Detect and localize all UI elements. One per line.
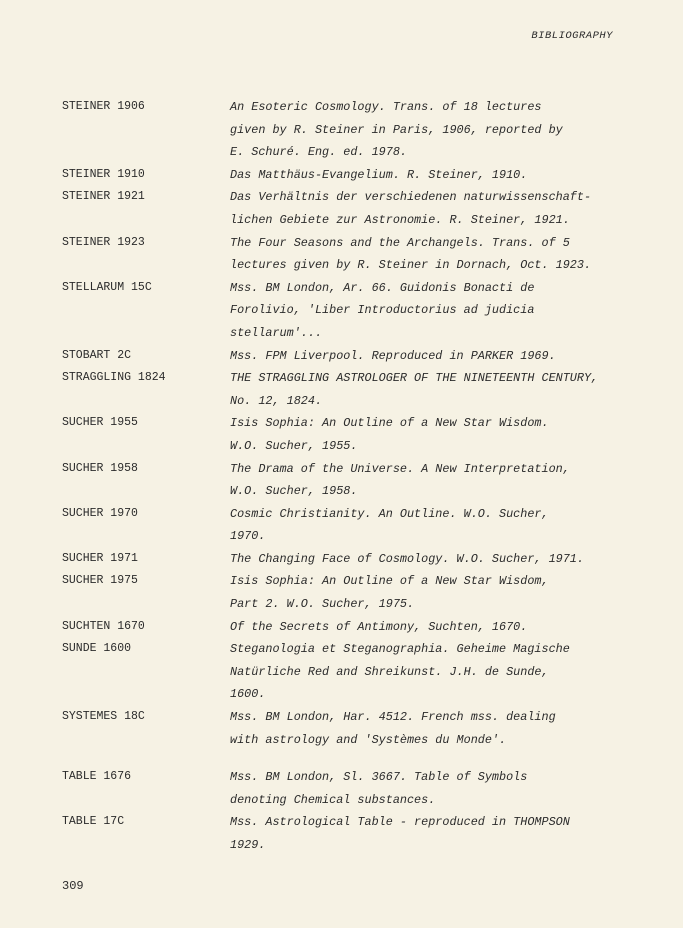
entry-description [230, 548, 632, 571]
entry-key: STELLARUM 15C [62, 280, 152, 294]
entry-description-line: denoting Chemical substances. [230, 792, 436, 807]
page-number: 309 [62, 879, 84, 893]
bibliography-entry [62, 548, 632, 571]
entry-description-line: lectures given by R. Steiner in Dornach, Oct. 1923. [230, 258, 592, 273]
entry-description-line: The Drama of the Universe. A New Interpretation, [230, 461, 570, 476]
entry-description-line: stellarum'... [230, 325, 323, 340]
entry-description-line: W.O. Sucher, 1958. [230, 484, 358, 499]
entry-description-line: Natürliche Red and Shreikunst. J.H. de Sunde, [230, 664, 549, 679]
entry-description [230, 458, 632, 503]
bibliography-entry [62, 811, 632, 856]
entry-description-line: 1929. [230, 838, 266, 852]
entry-description-line: Mss. Astrological Table - reproduced in THOMPSON [230, 815, 570, 830]
entry-key: STEINER 1923 [62, 235, 145, 249]
entry-description-line: 1970. [230, 529, 266, 544]
bibliography-entry [62, 503, 632, 548]
entry-description [230, 367, 632, 412]
entry-description [230, 638, 632, 706]
entry-description [230, 570, 632, 615]
entry-description [230, 164, 632, 187]
entry-description [230, 706, 632, 751]
bibliography-entry [62, 766, 632, 811]
entry-description [230, 96, 632, 164]
entry-description-line: Forolivio, 'Liber Introductorius ad judicia [230, 303, 535, 318]
entry-key: STEINER 1906 [62, 100, 145, 113]
entry-description-line: Of the Secrets of Antimony, Suchten, 1670. [230, 619, 528, 634]
bibliography-entry [62, 164, 632, 187]
entry-key: SUCHTEN 1670 [62, 619, 145, 633]
entry-description-line: Steganologia et Steganographia. Geheime Magische [230, 642, 570, 657]
entry-key: STEINER 1910 [62, 167, 145, 181]
entry-description-line: The Changing Face of Cosmology. W.O. Sucher, 1971. [230, 551, 584, 566]
bibliography-entry [62, 367, 632, 412]
entry-description [230, 503, 632, 548]
entry-description-line: Mss. BM London, Ar. 66. Guidonis Bonacti de [230, 280, 535, 295]
entry-description-line: THE STRAGGLING ASTROLOGER OF THE NINETEENTH CENTURY, [230, 371, 599, 386]
entry-description-line: Cosmic Christianity. An Outline. W.O. Sucher, [230, 506, 549, 521]
entry-description-line: given by R. Steiner in Paris, 1906, reported by [230, 122, 563, 137]
entry-key: SUCHER 1975 [62, 574, 138, 588]
bibliography-entry [62, 638, 632, 706]
entry-key: STRAGGLING 1824 [62, 371, 166, 385]
entry-description-line: Mss. BM London, Sl. 3667. Table of Symbols [230, 770, 528, 785]
entry-description-line: Part 2. W.O. Sucher, 1975. [230, 597, 415, 612]
bibliography-list [62, 96, 632, 857]
entry-description [230, 412, 632, 457]
entry-description [230, 766, 632, 811]
entry-description-line: An Esoteric Cosmology. Trans. of 18 lectures [230, 100, 542, 114]
entry-description-line: W.O. Sucher, 1955. [230, 438, 358, 453]
entry-key: SUCHER 1971 [62, 551, 138, 565]
entry-description-line: Isis Sophia: An Outline of a New Star Wisdom, [230, 574, 549, 589]
bibliography-entry [62, 570, 632, 615]
bibliography-entry [62, 277, 632, 345]
entry-key: TABLE 1676 [62, 770, 132, 784]
entry-description-line: Das Verhältnis der verschiedenen naturwissenschaft- [230, 190, 592, 205]
entry-description [230, 232, 632, 277]
bibliography-entry [62, 345, 632, 368]
entry-description-line: No. 12, 1824. [230, 393, 323, 408]
entry-description-line: with astrology and 'Systèmes du Monde'. [230, 732, 507, 747]
entry-key: SUCHER 1970 [62, 506, 138, 520]
bibliography-entry [62, 616, 632, 639]
bibliography-entry [62, 232, 632, 277]
bibliography-entry [62, 186, 632, 231]
entry-description [230, 616, 632, 639]
entry-key: SUNDE 1600 [62, 642, 132, 656]
entry-key: STEINER 1921 [62, 190, 145, 204]
entry-description [230, 811, 632, 856]
entry-key: TABLE 17C [62, 815, 125, 829]
entry-description-line: The Four Seasons and the Archangels. Trans. of 5 [230, 235, 570, 250]
entry-key: SUCHER 1955 [62, 416, 138, 430]
entry-description-line: Isis Sophia: An Outline of a New Star Wisdom. [230, 416, 549, 431]
running-header: BIBLIOGRAPHY [531, 30, 613, 42]
entry-description [230, 186, 632, 231]
bibliography-entry [62, 458, 632, 503]
entry-description [230, 277, 632, 345]
entry-description-line: Mss. FPM Liverpool. Reproduced in PARKER 1969. [230, 348, 556, 363]
bibliography-entry [62, 412, 632, 457]
entry-key: SYSTEMES 18C [62, 710, 145, 724]
bibliography-entry [62, 96, 632, 164]
entry-key: SUCHER 1958 [62, 461, 138, 475]
entry-description-line: Das Matthäus-Evangelium. R. Steiner, 1910. [230, 167, 528, 182]
entry-description-line: lichen Gebiete zur Astronomie. R. Steiner, 1921. [230, 212, 570, 227]
entry-description-line: E. Schuré. Eng. ed. 1978. [230, 145, 407, 160]
entry-description-line: Mss. BM London, Har. 4512. French mss. dealing [230, 710, 556, 725]
entry-description-line: 1600. [230, 687, 266, 702]
bibliography-entry [62, 706, 632, 751]
entry-key: STOBART 2C [62, 348, 132, 362]
entry-description [230, 345, 632, 368]
